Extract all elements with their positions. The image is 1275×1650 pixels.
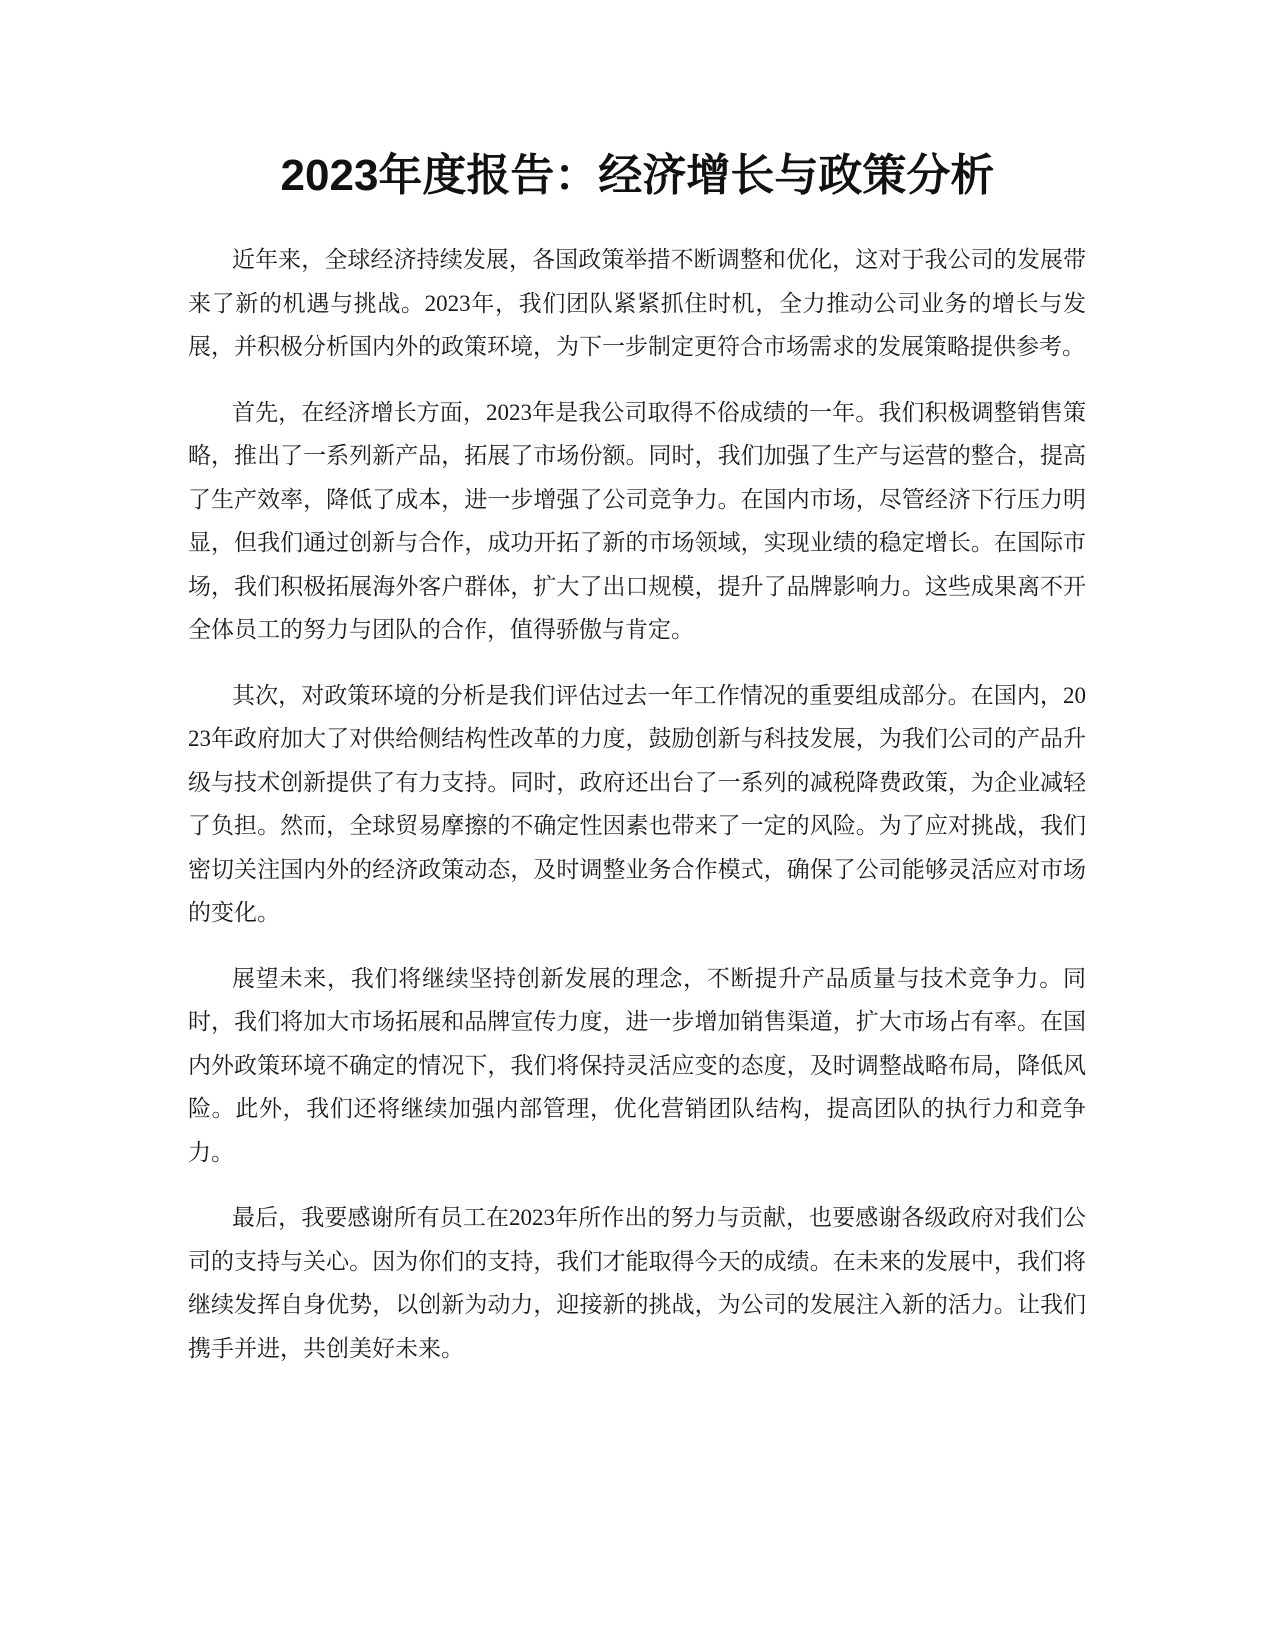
paragraph-closing: 最后，我要感谢所有员工在2023年所作出的努力与贡献，也要感谢各级政府对我们公司的支持与关心。因为你们的支持，我们才能取得今天的成绩。在未来的发展中，我们将继续发挥自身优势，以创新为动力，迎接新的挑战，为公司的发展注入新的活力。让我们携手并进，共创美好未来。: [188, 1205, 1086, 1361]
paragraph-intro: 近年来，全球经济持续发展，各国政策举措不断调整和优化，这对于我公司的发展带来了新的机遇与挑战。2023年，我们团队紧紧抓住时机，全力推动公司业务的增长与发展，并积极分析国内外的政策环境，为下一步制定更符合市场需求的发展策略提供参考。: [188, 247, 1086, 359]
paragraph-economic-growth: 首先，在经济增长方面，2023年是我公司取得不俗成绩的一年。我们积极调整销售策略，推出了一系列新产品，拓展了市场份额。同时，我们加强了生产与运营的整合，提高了生产效率，降低了成本，进一步增强了公司竞争力。在国内市场，尽管经济下行压力明显，但我们通过创新与合作，成功开拓了新的市场领域，实现业绩的稳定增长。在国际市场，我们积极拓展海外客户群体，扩大了出口规模，提升了品牌影响力。这些成果离不开全体员工的努力与团队的合作，值得骄傲与肯定。: [188, 399, 1086, 642]
paragraph-policy-environment: 其次，对政策环境的分析是我们评估过去一年工作情况的重要组成部分。在国内，2023年政府加大了对供给侧结构性改革的力度，鼓励创新与科技发展，为我们公司的产品升级与技术创新提供了有力支持。同时，政府还出台了一系列的减税降费政策，为企业减轻了负担。然而，全球贸易摩擦的不确定性因素也带来了一定的风险。为了应对挑战，我们密切关注国内外的经济政策动态，及时调整业务合作模式，确保了公司能够灵活应对市场的变化。: [188, 682, 1086, 925]
document-title: 2023年度报告：经济增长与政策分析: [280, 151, 995, 200]
paragraph-outlook: 展望未来，我们将继续坚持创新发展的理念，不断提升产品质量与技术竞争力。同时，我们将加大市场拓展和品牌宣传力度，进一步增加销售渠道，扩大市场占有率。在国内外政策环境不确定的情况下，我们将保持灵活应变的态度，及时调整战略布局，降低风险。此外，我们还将继续加强内部管理，优化营销团队结构，提高团队的执行力和竞争力。: [188, 965, 1086, 1165]
document-body: [188, 238, 1086, 1392]
